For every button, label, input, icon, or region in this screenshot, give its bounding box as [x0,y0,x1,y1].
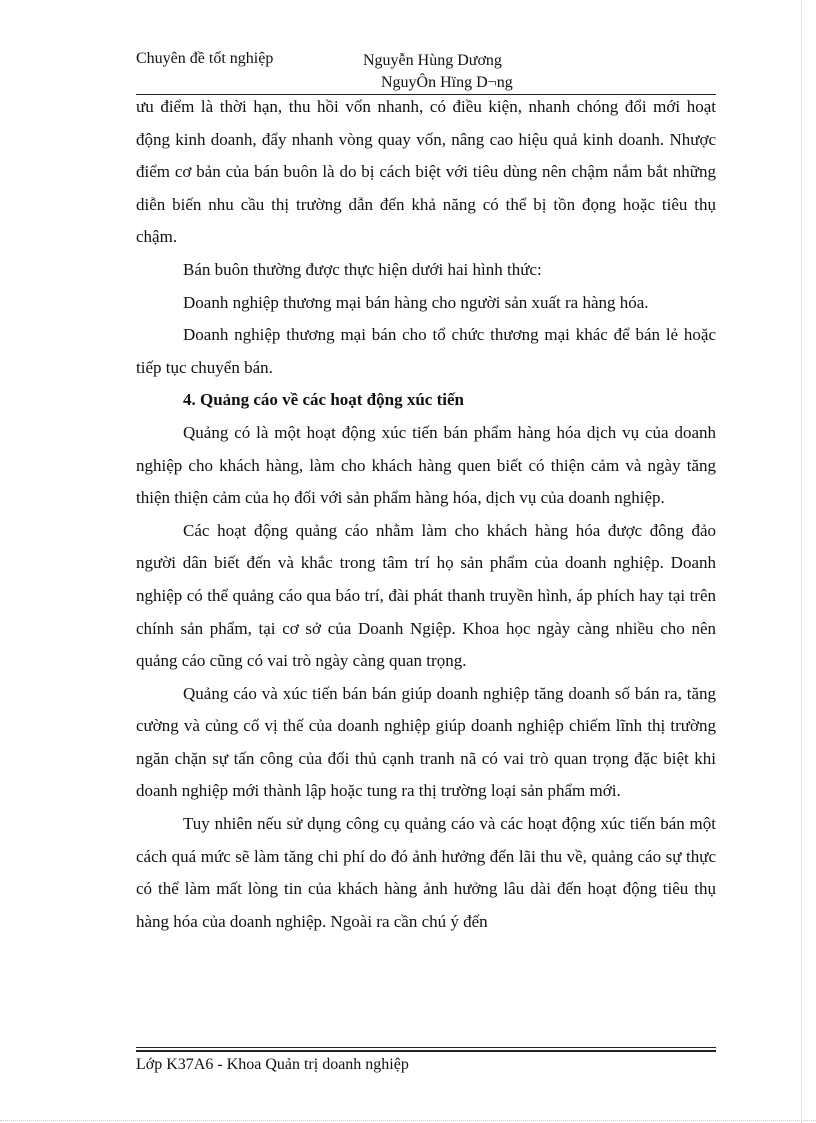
paragraph: Bán buôn thường được thực hiện dưới hai hình thức: [183,259,542,279]
paragraph: Quảng có là một hoạt động xúc tiến bán phẩm hàng hóa dịch vụ của doanh nghiệp cho khách hàng, làm cho khách hàng quen biết có thiện cảm và ngày tăng thiện thiện cảm của họ đối với sản phẩm hàng hóa, dịch vụ của doanh nghiệp. [136,422,716,508]
footer-rule-thick [136,1050,716,1052]
section-heading: 4. Quảng cáo về các hoạt động xúc tiến [183,390,464,410]
footer-rule-thin [136,1047,716,1048]
page-edge-right [801,0,802,1123]
paragraph: Tuy nhiên nếu sử dụng công cụ quảng cáo và các hoạt động xúc tiến bán một cách quá mức sẽ làm tăng chi phí do đó ảnh hưởng đến lãi thu về, quảng cáo sự thực có thể làm mất lòng tin của khách hàng ảnh hưởng lâu dài đến hoạt động tiêu thụ hàng hóa của doanh nghiệp. Ngoài ra cần chú ý đến [136,814,716,931]
header-document-title: Chuyên đề tốt nghiệp [136,50,274,67]
paragraph: Doanh nghiệp thương mại bán cho tổ chức thương mại khác để bán lẻ hoặc tiếp tục chuyển bán. [136,325,716,377]
paragraph: Doanh nghiệp thương mại bán hàng cho người sản xuất ra hàng hóa. [183,292,649,312]
paragraph: Quảng cáo và xúc tiến bán bán giúp doanh nghiệp tăng doanh số bán ra, tăng cường và củng cố vị thế của doanh nghiệp giúp doanh nghiệp chiếm lĩnh thị trường ngăn chặn sự tấn công của đối thủ cạnh tranh nã có vai trò quan trọng đặc biệt khi doanh nghiệp mới thành lập hoặc tung ra thị trường loại sản phẩm mới. [136,683,716,801]
header-author-name-garbled: NguyÔn Hïng D¬ng [381,74,513,91]
page-edge-bottom [0,1120,816,1121]
paragraph-continuation: ưu điểm là thời hạn, thu hồi vốn nhanh, có điều kiện, nhanh chóng đổi mới hoạt động kinh doanh, đẩy nhanh vòng quay vốn, nâng cao hiệu quả kinh doanh. Nhược điểm cơ bản của bán buôn là do bị cách biệt với tiêu dùng nên chậm nắm bắt những diễn biến nhu cầu thị trường dẫn đến khả năng có thể bị tồn đọng hoặc tiêu thụ chậm. [136,97,716,247]
header-author-name: Nguyễn Hùng Dương [363,52,502,69]
paragraph: Các hoạt động quảng cáo nhằm làm cho khách hàng hóa được đông đảo người dân biết đến và khắc trong tâm trí họ sản phẩm của doanh nghiệp. Doanh nghiệp có thể quảng cáo qua báo trí, đài phát thanh truyền hình, áp phích hay tại trên chính sản phẩm, tại cơ sở của Doanh Ngiệp. Khoa học ngày càng nhiều cho nên quảng cáo cũng có vai trò ngày càng quan trọng. [136,520,716,671]
header-author [363,50,513,94]
document-body [136,91,716,938]
footer-text: Lớp K37A6 - Khoa Quản trị doanh nghiệp [136,1056,409,1073]
